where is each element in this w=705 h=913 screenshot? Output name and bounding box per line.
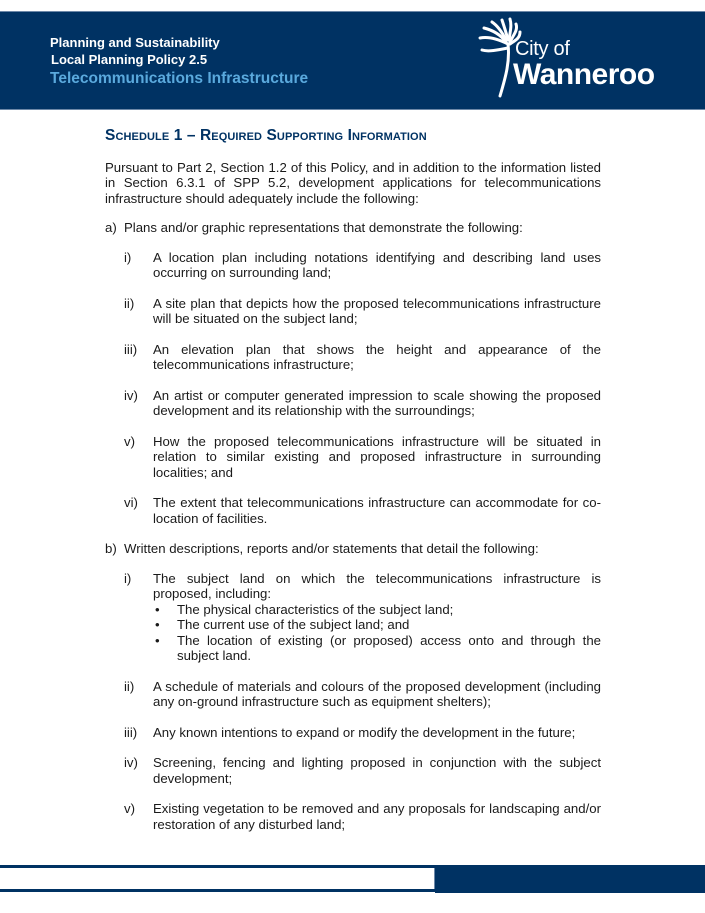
item-text: The extent that telecommunications infrastructure can accommodate for co-location of facilities. [153, 495, 601, 526]
item-text: An elevation plan that shows the height and appearance of the telecommunications infrastructure; [153, 341, 601, 372]
item-number: vi) [124, 495, 138, 510]
item-text: A location plan including notations identifying and describing land uses occurring on surrounding land; [153, 249, 601, 280]
item-text: Any known intentions to expand or modify the development in the future; [153, 724, 576, 740]
item-text: The subject land on which the telecommunications infrastructure is proposed, including: [153, 570, 601, 601]
bullet-icon: • [155, 632, 160, 648]
item-number: i) [124, 570, 132, 586]
intro-paragraph: Pursuant to Part 2, Section 1.2 of this Policy, and in addition to the information listed in Section 6.3.1 of SPP 5.2, development applications for telecommunications infrastructure should adequately include the following: [105, 159, 601, 206]
footer-block [435, 865, 705, 893]
bullet-text: The current use of the subject land; and [177, 617, 410, 632]
item-number: iii) [124, 341, 138, 357]
header-banner [0, 11, 705, 110]
bullet-item [153, 602, 601, 618]
item-text: How the proposed telecommunications infrastructure will be situated in relation to similar existing and proposed infrastructure in surrounding localities; and [153, 433, 601, 480]
item-text: An artist or computer generated impression to scale showing the proposed development and its relationship with the surroundings; [153, 387, 601, 418]
directorate-label: Planning and Sustainability [50, 35, 220, 50]
item-number: i) [124, 249, 132, 265]
list-item [105, 571, 601, 664]
section-label: b) [105, 541, 117, 556]
city-of-wanneroo-logo [470, 16, 680, 100]
bullet-text: The physical characteristics of the subject land; [177, 601, 454, 617]
footer-box [0, 868, 435, 889]
header-text [50, 34, 308, 89]
bullet-icon: • [155, 601, 160, 617]
section-items [105, 571, 601, 833]
bullet-list [153, 602, 601, 664]
item-number: iv) [124, 387, 138, 403]
bullet-item [153, 617, 601, 633]
bullet-icon: • [155, 617, 160, 632]
section-b [105, 541, 601, 832]
list-item [105, 495, 601, 526]
logo-wanneroo: Wanneroo [513, 58, 655, 91]
section-heading-text: Written descriptions, reports and/or statements that detail the following: [124, 541, 539, 556]
policy-title: Telecommunications Infrastructure [50, 70, 309, 87]
item-number: ii) [124, 678, 135, 694]
list-item [105, 342, 601, 373]
list-item [105, 679, 601, 710]
list-item [105, 801, 601, 832]
list-item [105, 250, 601, 281]
item-text: Screening, fencing and lighting proposed in conjunction with the subject development; [153, 755, 601, 786]
item-number: v) [124, 801, 135, 816]
section-label: a) [105, 220, 117, 235]
item-text: Existing vegetation to be removed and any proposals for landscaping and/or restoration of any disturbed land; [153, 801, 601, 832]
section-heading [105, 541, 601, 557]
list-item [105, 755, 601, 786]
schedule-title: Schedule 1 – Required Supporting Information [105, 127, 427, 144]
document-body [105, 128, 601, 847]
list-item [105, 434, 601, 481]
section-a [105, 220, 601, 526]
section-heading-text: Plans and/or graphic representations that demonstrate the following: [124, 220, 523, 235]
policy-number: Local Planning Policy 2.5 [51, 52, 208, 67]
bullet-item [153, 633, 601, 664]
item-number: iii) [124, 724, 138, 740]
bullet-text: The location of existing (or proposed) access onto and through the subject land. [177, 632, 601, 663]
item-number: ii) [124, 295, 135, 311]
list-item [105, 296, 601, 327]
item-text: A site plan that depicts how the proposed telecommunications infrastructure will be situated on the subject land; [153, 295, 601, 326]
logo-city-of: City of [515, 38, 570, 60]
list-item [105, 725, 601, 741]
footer-rule-bottom [0, 889, 435, 892]
section-heading [105, 220, 601, 236]
item-number: v) [124, 433, 135, 449]
list-item [105, 388, 601, 419]
section-items [105, 250, 601, 527]
item-number: iv) [124, 755, 138, 770]
item-text: A schedule of materials and colours of the proposed development (including any on-ground infrastructure such as equipment shelters); [153, 678, 601, 709]
